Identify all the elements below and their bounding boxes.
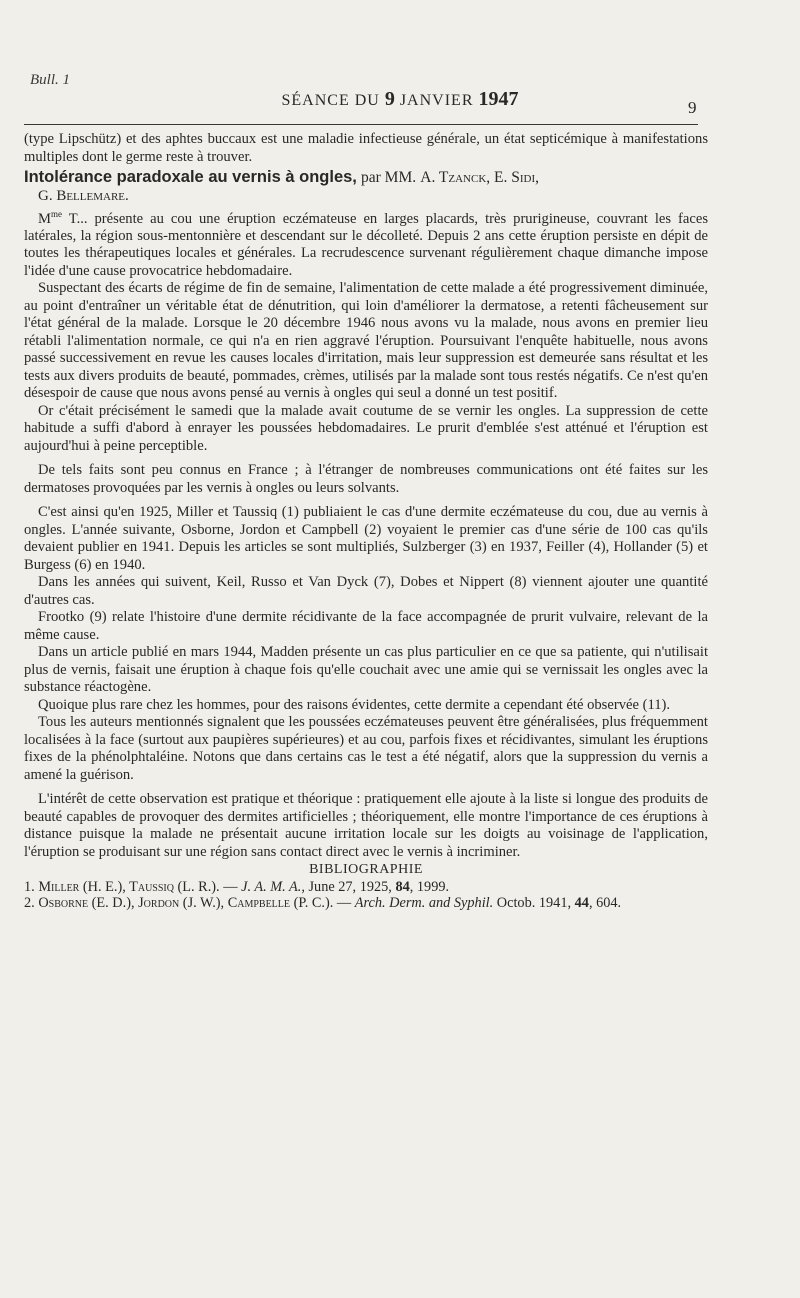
body-paragraph: De tels faits sont peu connus en France ; à l'étranger de nombreuses communications ont été faites sur les dermatoses provoquées par les vernis à ongles ou leurs solvants. bbox=[24, 462, 708, 496]
article-authors-1: A. Tzanck, E. Sidi, bbox=[420, 169, 540, 186]
body-paragraph: Frootko (9) relate l'histoire d'une dermite récidivante de la face accompagnée de prurit vulvaire, relevant de la même cause. bbox=[24, 609, 708, 643]
body-paragraph: C'est ainsi qu'en 1925, Miller et Taussiq (1) publiaient le cas d'une dermite eczémateuse du cou, due au vernis à ongles. L'année suivante, Osborne, Jordon et Campbell (2) voyaient le premier cas d'une série de 100 cas qu'ils devaient publier en 1941. Depuis les articles se sont multipliés, Sulzberger (3) en 1937, Feiller (4), Hollander (5) et Burgess (6) en 1940. bbox=[24, 504, 708, 573]
ref-sep: — bbox=[333, 894, 355, 911]
mme-prefix: M bbox=[38, 210, 51, 227]
ref-authors: Osborne (E. D.), Jordon (J. W.), Campbelle (P. C.). bbox=[38, 894, 334, 911]
ref-details-pre: , June 27, 1925, bbox=[301, 878, 392, 895]
intro-paragraph: (type Lipschütz) et des aphtes buccaux est une maladie infectieuse générale, un état septicémique à manifestations multiples dont le germe reste à trouver. bbox=[24, 131, 708, 165]
article-authors-2: G. Bellemare. bbox=[38, 188, 129, 204]
mme-sup: me bbox=[50, 208, 62, 219]
ref-sep: — bbox=[219, 878, 242, 895]
body-paragraph bbox=[24, 206, 708, 281]
ref-volume: 84 bbox=[395, 878, 410, 895]
body-paragraph: Tous les auteurs mentionnés signalent que les poussées eczémateuses peuvent être généralisées, plus fréquemment localisées à la face (surtout aux paupières supérieures) et au cou, parfois fixes et récidivantes, simulant les éruptions fixes de la phénolphtaléine. Notons que dans certains cas le test a été négatif, alors que la suppression du vernis a amené la guérison. bbox=[24, 714, 708, 783]
header-year: 1947 bbox=[478, 88, 519, 110]
header-rule bbox=[24, 124, 698, 125]
ref-journal: Arch. Derm. and Syphil. bbox=[354, 894, 494, 911]
ref-num: 2. bbox=[24, 894, 35, 911]
ref-details-post: , 604. bbox=[588, 894, 622, 911]
reference-item bbox=[24, 879, 708, 895]
bibliography-heading: BIBLIOGRAPHIE bbox=[309, 862, 423, 878]
page-body bbox=[24, 131, 708, 911]
paragraph-text: T... présente au cou une éruption eczémateuse en larges placards, très prurigineuse, couvrant les faces latérales, la région sous-mentonnière et descendant sur le décolleté. Depuis 2 ans cette éruption persiste en dépit de toutes les thérapeutiques locales et générales. La recrudescence survenant régulièrement chaque dimanche impose l'idée d'une cause provocatrice hebdomadaire. bbox=[24, 210, 709, 279]
body-paragraph: Or c'était précisément le samedi que la malade avait coutume de se vernir les ongles. La suppression de cette habitude a suffi d'abord à enrayer les poussées hebdomadaires. Le prurit d'emblée s'est atténué et l'éruption est aujourd'hui à peine perceptible. bbox=[24, 402, 708, 454]
ref-details-pre: Octob. 1941, bbox=[493, 894, 572, 911]
ref-authors: Miller (H. E.), Taussiq (L. R.). bbox=[38, 878, 220, 895]
body-paragraph: Suspectant des écarts de régime de fin de semaine, l'alimentation de cette malade a été progressivement diminuée, au point d'entraîner un véritable état de dénutrition, qui loin d'améliorer la dermatose, a retenti fâcheusement sur l'état général de la malade. Lorsque le 20 décembre 1946 nous avons vu la malade, nous avons en premier lieu rétabli l'alimentation normale, ce qui n'a en rien aggravé l'éruption. Poursuivant l'enquête habituelle, nous avons passé successivement en revue les causes locales d'irritation, mais leur suppression est demeurée sans résultat et les tests aux divers produits de beauté, pommades, crèmes, utilisés par la malade sont tous restés négatifs. Ce n'est qu'en désespoir de cause que nous avons pensé au vernis à ongles qui seul a donné un test positif. bbox=[24, 280, 708, 402]
ref-volume: 44 bbox=[574, 894, 589, 911]
bulletin-label: Bull. 1 bbox=[30, 72, 70, 88]
body-paragraph: Dans un article publié en mars 1944, Madden présente un cas plus particulier en ce que sa patiente, qui n'utilisait plus de vernis, faisait une éruption à chaque fois qu'elle couchait avec une amie qui se vernissait les ongles avec la substance réactogène. bbox=[24, 644, 708, 696]
article-title: Intolérance paradoxale au vernis à ongles, bbox=[24, 168, 357, 186]
reference-item bbox=[24, 895, 708, 911]
ref-num: 1. bbox=[24, 878, 35, 895]
page-number: 9 bbox=[688, 98, 697, 117]
body-paragraph: Dans les années qui suivent, Keil, Russo et Van Dyck (7), Dobes et Nippert (8) viennent ajouter une quantité d'autres cas. bbox=[24, 574, 708, 608]
article-by: par MM. bbox=[361, 169, 417, 186]
ref-details-post: , 1999. bbox=[409, 878, 450, 895]
running-header bbox=[0, 88, 800, 111]
header-seance: SÉANCE DU bbox=[281, 92, 380, 109]
body-paragraph: L'intérêt de cette observation est pratique et théorique : pratiquement elle ajoute à la liste si longue des produits de beauté capables de provoquer des dermites artificielles ; théoriquement, elle montre l'importance de ces éruptions à distance puisque la malade ne présentait aucune irritation locale sur les doigts au voisinage de l'application, l'éruption se produisant sur une région sans contact direct avec le vernis à incriminer. bbox=[24, 791, 708, 860]
body-paragraph: Quoique plus rare chez les hommes, pour des raisons évidentes, cette dermite a cependant été observée (11). bbox=[38, 696, 671, 713]
ref-journal: J. A. M. A. bbox=[241, 878, 302, 895]
article-title-line bbox=[24, 166, 708, 188]
header-month: JANVIER bbox=[399, 92, 474, 109]
header-day: 9 bbox=[384, 88, 395, 110]
